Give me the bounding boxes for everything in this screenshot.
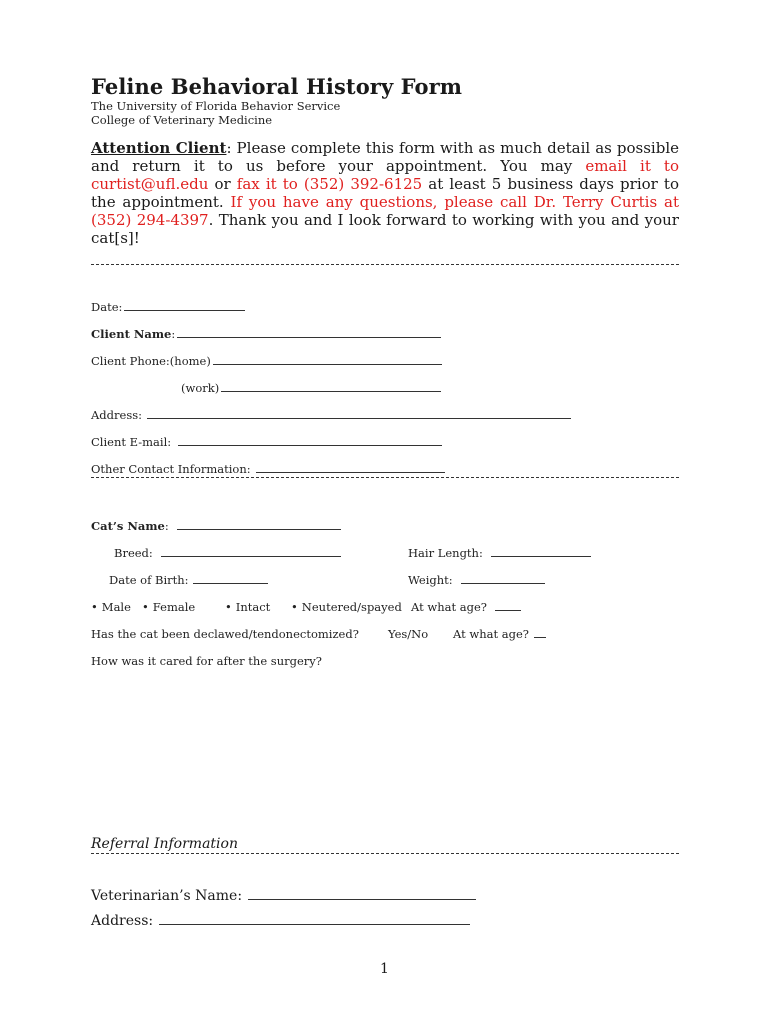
vet-address-field[interactable] bbox=[91, 913, 470, 929]
colon: : bbox=[171, 327, 176, 341]
intro-paragraph bbox=[91, 139, 679, 247]
college-line: College of Veterinary Medicine bbox=[91, 113, 273, 127]
declaw-age-field[interactable] bbox=[453, 627, 546, 641]
email-field[interactable] bbox=[91, 435, 442, 449]
attention-label: Attention Client bbox=[91, 139, 227, 157]
cat-name-label: Cat’s Name bbox=[91, 519, 165, 533]
declawed-question: Has the cat been declawed/tendonectomized? bbox=[91, 627, 359, 641]
option-female[interactable] bbox=[142, 600, 195, 614]
client-name-field[interactable] bbox=[91, 327, 441, 341]
breed-label: Breed: bbox=[114, 546, 153, 560]
male-label: Male bbox=[101, 600, 131, 614]
colon: : bbox=[164, 519, 169, 533]
other-contact-line[interactable] bbox=[256, 471, 445, 473]
hair-length-line[interactable] bbox=[491, 555, 591, 557]
phone-text: If you have any questions, please call Dr. Terry Curtis at (352) 294-4397 bbox=[91, 193, 679, 229]
weight-field[interactable] bbox=[408, 573, 545, 587]
date-label: Date: bbox=[91, 300, 123, 314]
dob-field[interactable] bbox=[109, 573, 268, 587]
bullet-icon: • bbox=[91, 600, 98, 614]
option-neutered[interactable] bbox=[291, 600, 402, 614]
bullet-icon: • bbox=[142, 600, 149, 614]
female-label: Female bbox=[152, 600, 196, 614]
fax-text: fax it to (352) 392-6125 bbox=[236, 175, 423, 193]
phone-home-field[interactable] bbox=[91, 354, 442, 368]
email-label: Client E-mail: bbox=[91, 435, 172, 449]
form-title: Feline Behavioral History Form bbox=[91, 74, 463, 99]
referral-heading: Referral Information bbox=[91, 836, 238, 852]
intro-text: at least 5 business days prior to the appointment. bbox=[91, 175, 679, 211]
yes-no-option[interactable]: Yes/No bbox=[388, 627, 429, 641]
neuter-age-line[interactable] bbox=[495, 609, 521, 611]
hair-length-field[interactable] bbox=[408, 546, 591, 560]
address-label: Address: bbox=[91, 408, 143, 422]
intro-text: . Thank you and I look forward to working with you and your cat[s]! bbox=[91, 211, 679, 247]
cat-name-field[interactable] bbox=[91, 519, 341, 533]
section-divider bbox=[91, 853, 679, 854]
email-line[interactable] bbox=[178, 444, 442, 446]
other-contact-field[interactable] bbox=[91, 462, 445, 476]
date-line[interactable] bbox=[124, 309, 245, 311]
phone-work-field[interactable] bbox=[181, 381, 441, 395]
client-name-label: Client Name bbox=[91, 327, 172, 341]
neuter-age-field[interactable] bbox=[411, 600, 521, 614]
intro-text: or bbox=[208, 175, 237, 193]
weight-line[interactable] bbox=[461, 582, 545, 584]
page-number: 1 bbox=[380, 961, 389, 977]
vet-name-line[interactable] bbox=[248, 898, 476, 900]
neutered-label: Neutered/spayed bbox=[301, 600, 402, 614]
client-name-line[interactable] bbox=[177, 336, 441, 338]
address-line[interactable] bbox=[147, 417, 571, 419]
intact-label: Intact bbox=[235, 600, 271, 614]
neuter-age-label: At what age? bbox=[411, 600, 487, 614]
cat-name-line[interactable] bbox=[177, 528, 341, 530]
breed-line[interactable] bbox=[161, 555, 341, 557]
vet-address-line[interactable] bbox=[159, 923, 470, 925]
email-link[interactable]: email it to curtist@ufl.edu bbox=[91, 157, 679, 193]
vet-name-field[interactable] bbox=[91, 888, 476, 904]
option-intact[interactable] bbox=[225, 600, 270, 614]
phone-work-line[interactable] bbox=[221, 390, 441, 392]
dob-label: Date of Birth: bbox=[109, 573, 189, 587]
aftercare-question: How was it cared for after the surgery? bbox=[91, 654, 322, 668]
date-field[interactable] bbox=[91, 300, 245, 314]
declaw-age-line[interactable] bbox=[534, 636, 546, 638]
section-divider bbox=[91, 477, 679, 478]
phone-home-label: Client Phone:(home) bbox=[91, 354, 211, 368]
vet-name-label: Veterinarian’s Name: bbox=[91, 888, 243, 904]
breed-field[interactable] bbox=[114, 546, 341, 560]
other-contact-label: Other Contact Information: bbox=[91, 462, 251, 476]
section-divider bbox=[91, 264, 679, 265]
option-male[interactable] bbox=[91, 600, 131, 614]
phone-home-line[interactable] bbox=[213, 363, 442, 365]
intro-text: : Please complete this form with as much detail as possible and return it to us before your appointment. You may bbox=[91, 139, 680, 175]
bullet-icon: • bbox=[225, 600, 232, 614]
hair-length-label: Hair Length: bbox=[408, 546, 483, 560]
institution-line: The University of Florida Behavior Service bbox=[91, 99, 341, 113]
address-field[interactable] bbox=[91, 408, 571, 422]
dob-line[interactable] bbox=[193, 582, 268, 584]
declaw-age-label: At what age? bbox=[453, 627, 529, 641]
phone-work-label: (work) bbox=[181, 381, 220, 395]
bullet-icon: • bbox=[291, 600, 298, 614]
weight-label: Weight: bbox=[408, 573, 453, 587]
vet-address-label: Address: bbox=[91, 913, 154, 929]
